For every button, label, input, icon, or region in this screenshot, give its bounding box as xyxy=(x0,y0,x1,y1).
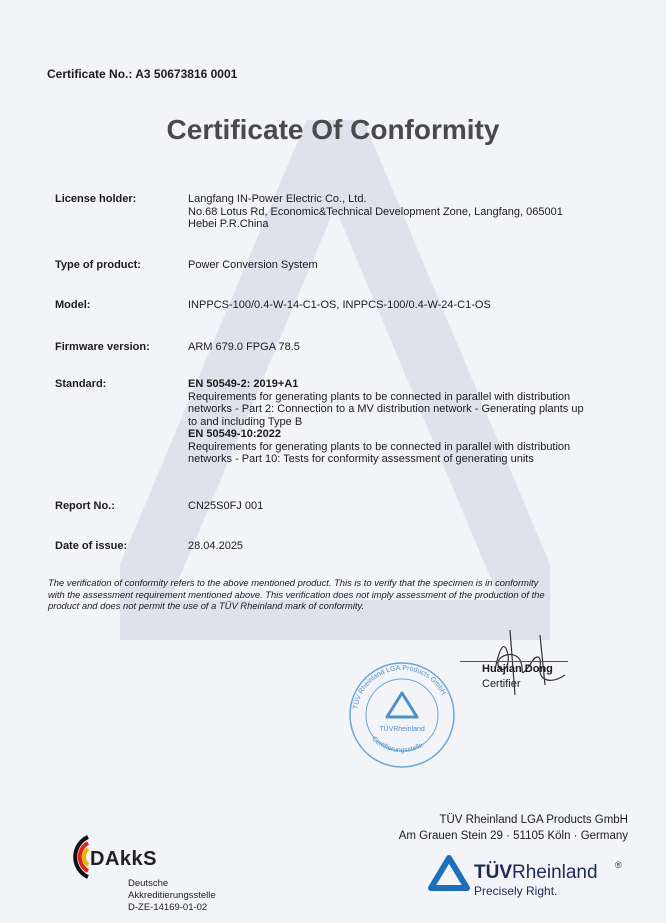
license-holder-line-2: No.68 Lotus Rd, Economic&Technical Development Zone, Langfang, 065001 xyxy=(188,205,563,218)
field-label: Firmware version: xyxy=(55,341,150,353)
disclaimer xyxy=(48,577,608,612)
field-label: Model: xyxy=(55,299,91,311)
field-label: Standard: xyxy=(55,378,107,390)
svg-text:TÜV Rheinland LGA Products Gmb: TÜV Rheinland LGA Products GmbH xyxy=(352,664,447,710)
signatory-name: Huajian Dong xyxy=(482,663,553,675)
field-value: Power Conversion System xyxy=(188,259,318,271)
signature-line xyxy=(460,661,568,662)
dakks-line-1: Deutsche xyxy=(128,878,169,889)
issuer-name: TÜV Rheinland LGA Products GmbH xyxy=(439,814,628,826)
tuv-slogan: Precisely Right. xyxy=(474,884,558,898)
standard-2-title: EN 50549-10:2022 xyxy=(188,428,281,440)
dakks-line-2: Akkreditierungsstelle xyxy=(128,890,216,901)
disclaimer-line: product and does not permit the use of a TÜV Rheinland mark of conformity. xyxy=(48,600,365,611)
issuer-address: Am Grauen Stein 29 · 51105 Köln · Germany xyxy=(398,830,628,842)
field-label: Date of issue: xyxy=(55,540,128,552)
dakks-wordmark: DAkkS xyxy=(90,848,157,870)
tuv-logo-wordmark xyxy=(474,862,598,884)
license-holder-line-1: Langfang IN-Power Electric Co., Ltd. xyxy=(188,193,367,205)
tuv-brand-bold: TÜV xyxy=(474,862,512,883)
certification-seal xyxy=(337,655,467,775)
certificate-number: Certificate No.: A3 50673816 0001 xyxy=(47,67,238,81)
field-value: 28.04.2025 xyxy=(188,540,244,552)
standard-1-line: Requirements for generating plants to be connected in parallel with distribution xyxy=(188,390,571,403)
standard-2-line: networks - Part 10: Tests for conformity assessment of generating units xyxy=(188,453,534,465)
standard-2-line: Requirements for generating plants to be connected in parallel with distribution xyxy=(188,440,571,453)
license-holder-line-3: Hebei P.R.China xyxy=(188,218,269,230)
page-title: Certificate Of Conformity xyxy=(166,114,500,145)
field-label: License holder: xyxy=(55,193,137,205)
signatory-role: Certifier xyxy=(482,678,521,690)
standard-1-line: networks - Part 2: Connection to a MV distribution network - Generating plants up xyxy=(188,403,584,415)
field-value xyxy=(188,193,608,231)
disclaimer-line: The verification of conformity refers to the above mentioned product. This is to verify that the specimen is in conformity xyxy=(48,577,539,588)
standard-1-line: to and including Type B xyxy=(188,415,303,428)
field-value: ARM 679.0 FPGA 78.5 xyxy=(188,341,300,353)
field-label: Report No.: xyxy=(55,500,115,512)
dakks-accreditation-number: D-ZE-14169-01-02 xyxy=(128,902,208,913)
svg-text:TÜVRheinland: TÜVRheinland xyxy=(379,726,425,733)
registered-mark: ® xyxy=(615,860,622,870)
field-value xyxy=(188,378,608,466)
tuv-triangle-icon xyxy=(428,855,470,891)
tuv-brand-rest: Rheinland xyxy=(512,862,598,883)
svg-text:Certifierungsstelle: Certifierungsstelle xyxy=(370,735,425,755)
field-value: INPPCS-100/0.4-W-14-C1-OS, INPPCS-100/0.4-W-24-C1-OS xyxy=(188,299,491,311)
disclaimer-line: with the assessment requirement mentioned above. This verification does not imply assessment of the production of the xyxy=(48,588,545,600)
standard-1-title: EN 50549-2: 2019+A1 xyxy=(188,378,299,390)
field-label: Type of product: xyxy=(55,259,141,271)
field-value: CN25S0FJ 001 xyxy=(188,500,264,512)
